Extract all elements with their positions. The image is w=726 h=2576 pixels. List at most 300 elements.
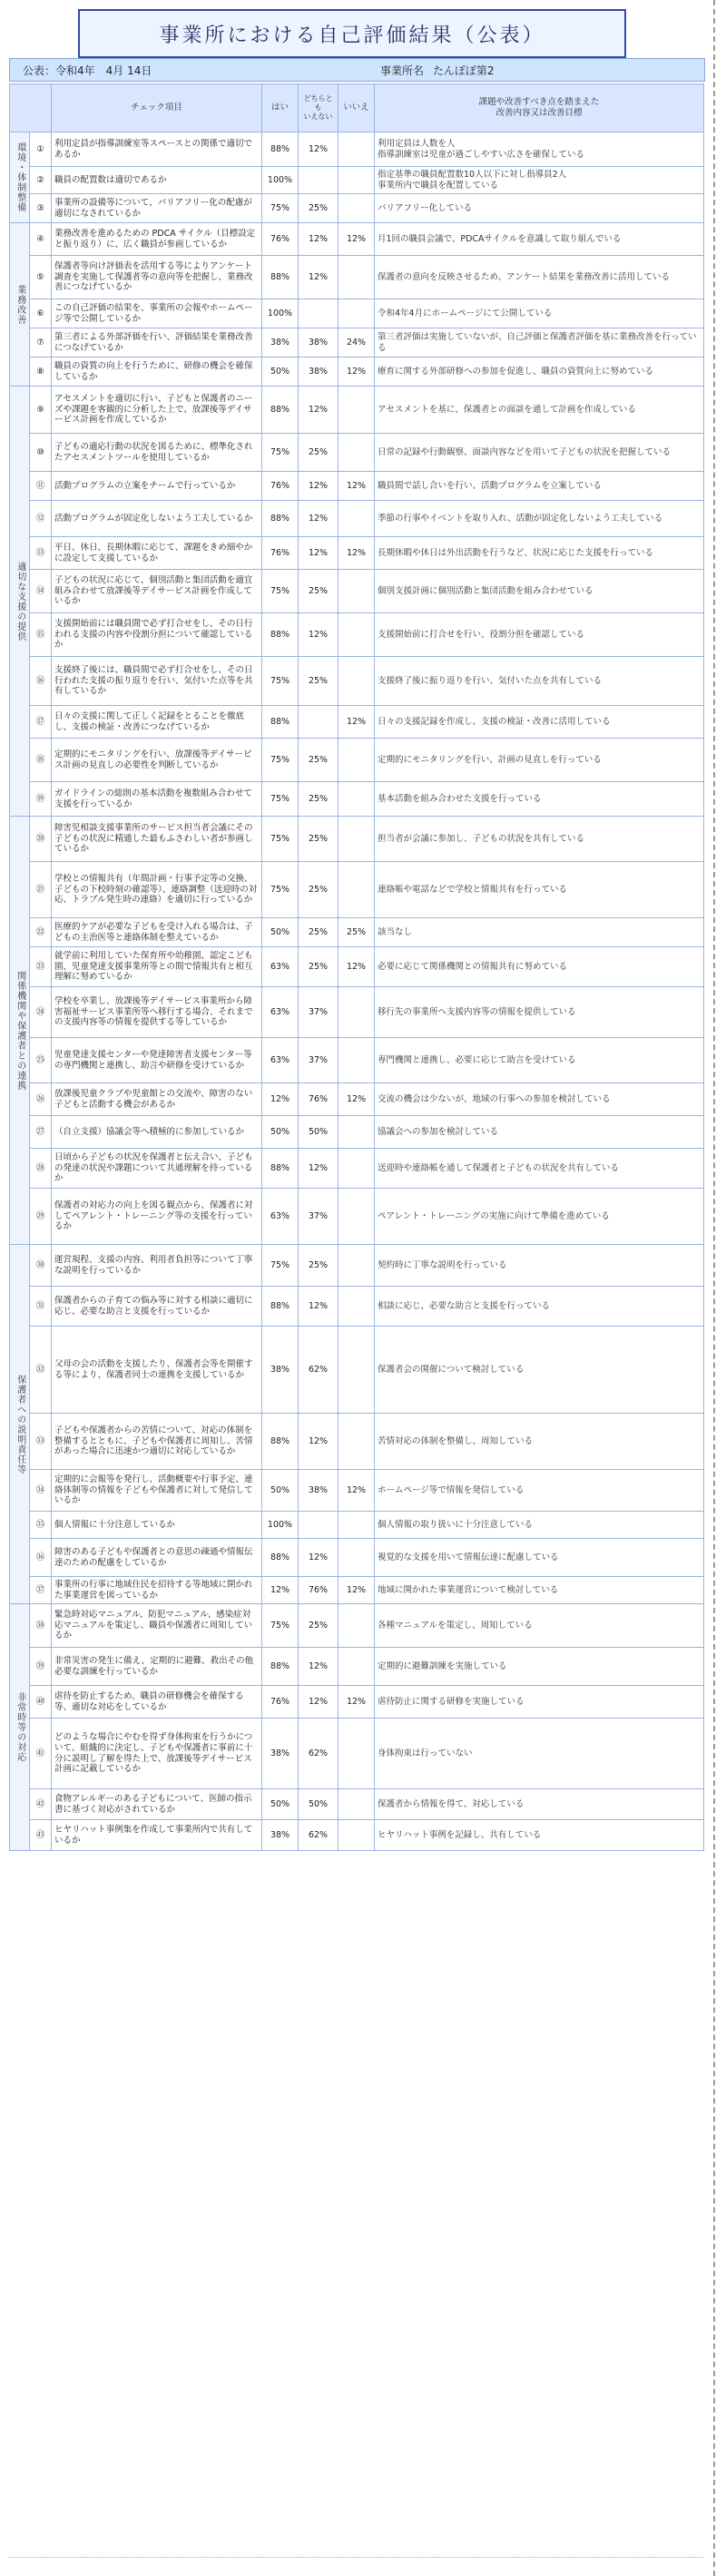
table-row (10, 657, 704, 706)
item-number: ③ (30, 194, 52, 223)
middle-percent: 25% (299, 782, 338, 817)
table-row (10, 358, 704, 387)
table-row (10, 706, 704, 739)
middle-percent: 62% (299, 1719, 338, 1789)
yes-percent: 100% (262, 1512, 299, 1539)
table-row (10, 1287, 704, 1327)
no-percent (338, 1604, 375, 1648)
no-percent (338, 167, 375, 194)
middle-percent: 12% (299, 132, 338, 167)
middle-percent: 38% (299, 328, 338, 358)
yes-percent: 88% (262, 613, 299, 657)
page-break-line (713, 0, 715, 2576)
item-number: ㉘ (30, 1149, 52, 1189)
no-percent (338, 657, 375, 706)
check-item: 虐待を防止するため、職員の研修機会を確保する等、適切な対応をしているか (52, 1686, 262, 1719)
table-row (10, 1604, 704, 1648)
yes-percent: 38% (262, 1327, 299, 1414)
category-cell (10, 387, 30, 817)
table-row (10, 1116, 704, 1149)
check-item: 業務改善を進めるための PDCA サイクル（目標設定と振り返り）に、広く職員が参画しているか (52, 223, 262, 256)
header-middle: どちらとも いえない (299, 84, 338, 132)
item-number: ㊷ (30, 1789, 52, 1820)
item-number: ㉟ (30, 1512, 52, 1539)
item-number: ⑮ (30, 613, 52, 657)
item-number: ⑩ (30, 434, 52, 472)
middle-percent: 38% (299, 358, 338, 387)
check-item: 父母の会の活動を支援したり、保護者会等を開催する等により、保護者同士の連携を支援しているか (52, 1327, 262, 1414)
check-item: 緊急時対応マニュアル、防犯マニュアル、感染症対応マニュアルを策定し、職員や保護者に周知しているか (52, 1604, 262, 1648)
no-percent (338, 1116, 375, 1149)
middle-percent: 62% (299, 1820, 338, 1851)
table-row (10, 987, 704, 1038)
item-number: ⑨ (30, 387, 52, 434)
improvement-note: 月1回の職員会議で、PDCAサイクルを意識して取り組んでいる (375, 223, 704, 256)
middle-percent: 12% (299, 501, 338, 537)
item-number: ㊶ (30, 1719, 52, 1789)
table-row (10, 1083, 704, 1116)
category-cell (10, 223, 30, 387)
check-item: 就学前に利用していた保育所や幼稚園、認定こども園、児童発達支援事業所等との間で情報共有と相互理解に努めているか (52, 947, 262, 987)
category-label: 非常時等の対応 (15, 1692, 25, 1762)
check-item: 個人情報に十分注意しているか (52, 1512, 262, 1539)
improvement-note: 日常の記録や行動観察、面談内容などを用いて子どもの状況を把握している (375, 434, 704, 472)
check-item: 職員の資質の向上を行うために、研修の機会を確保しているか (52, 358, 262, 387)
improvement-note: バリアフリー化している (375, 194, 704, 223)
improvement-note: 保護者会の開催について検討している (375, 1327, 704, 1414)
table-row (10, 1789, 704, 1820)
category-label: 環境・体制整備 (15, 142, 25, 212)
middle-percent: 37% (299, 1038, 338, 1083)
improvement-note: 基本活動を組み合わせた支援を行っている (375, 782, 704, 817)
item-number: ㊵ (30, 1686, 52, 1719)
no-percent: 12% (338, 1686, 375, 1719)
middle-percent: 25% (299, 817, 338, 862)
item-number: ⑲ (30, 782, 52, 817)
yes-percent: 75% (262, 194, 299, 223)
table-row (10, 1149, 704, 1189)
check-item: 障害児相談支援事業所のサービス担当者会議にその子どもの状況に精通した最もふさわしい者が参画しているか (52, 817, 262, 862)
table-row (10, 918, 704, 947)
table-row (10, 1820, 704, 1851)
table-row (10, 1189, 704, 1245)
yes-percent: 100% (262, 167, 299, 194)
improvement-note: 協議会への参加を検討している (375, 1116, 704, 1149)
no-percent (338, 194, 375, 223)
improvement-note: 第三者評価は実施していないが、自己評価と保護者評価を基に業務改善を行っている (375, 328, 704, 358)
no-percent (338, 132, 375, 167)
yes-percent: 75% (262, 862, 299, 918)
middle-percent: 62% (299, 1327, 338, 1414)
item-number: ㉙ (30, 1189, 52, 1245)
no-percent (338, 739, 375, 782)
improvement-note: 保護者の意向を反映させるため、アンケート結果を業務改善に活用している (375, 256, 704, 299)
middle-percent: 25% (299, 434, 338, 472)
table-row (10, 613, 704, 657)
table-row (10, 387, 704, 434)
category-cell (10, 132, 30, 223)
item-number: ⑤ (30, 256, 52, 299)
yes-percent: 88% (262, 1539, 299, 1577)
no-percent (338, 1719, 375, 1789)
yes-percent: 50% (262, 1470, 299, 1512)
item-number: ⑱ (30, 739, 52, 782)
header-blank (10, 84, 52, 132)
yes-percent: 38% (262, 1820, 299, 1851)
item-number: ㊱ (30, 1539, 52, 1577)
no-percent (338, 501, 375, 537)
improvement-note: 専門機関と連携し、必要に応じて助言を受けている (375, 1038, 704, 1083)
middle-percent: 12% (299, 537, 338, 570)
check-item: 日々の支援に関して正しく記録をとることを徹底し、支援の検証・改善につなげているか (52, 706, 262, 739)
check-item: 非常災害の発生に備え、定期的に避難、救出その他必要な訓練を行っているか (52, 1648, 262, 1686)
no-percent (338, 1245, 375, 1287)
improvement-note: 令和4年4月にホームページにて公開している (375, 299, 704, 328)
table-row (10, 1686, 704, 1719)
middle-percent: 50% (299, 1116, 338, 1149)
yes-percent: 50% (262, 1116, 299, 1149)
improvement-note: ホームページ等で情報を発信している (375, 1470, 704, 1512)
item-number: ⑭ (30, 570, 52, 613)
improvement-note: 個人情報の取り扱いに十分注意している (375, 1512, 704, 1539)
check-item: 利用定員が指導訓練室等スペースとの関係で適切であるか (52, 132, 262, 167)
improvement-note: 移行先の事業所へ支援内容等の情報を提供している (375, 987, 704, 1038)
category-cell (10, 1604, 30, 1851)
item-number: ㊲ (30, 1577, 52, 1604)
check-item: 平日、休日、長期休暇に応じて、課題をきめ細やかに設定して支援しているか (52, 537, 262, 570)
middle-percent: 37% (299, 987, 338, 1038)
no-percent (338, 817, 375, 862)
middle-percent (299, 167, 338, 194)
table-row (10, 1245, 704, 1287)
no-percent (338, 1287, 375, 1327)
item-number: ⑳ (30, 817, 52, 862)
evaluation-table (9, 83, 704, 1851)
improvement-note: 身体拘束は行っていない (375, 1719, 704, 1789)
yes-percent: 38% (262, 1719, 299, 1789)
no-percent (338, 1648, 375, 1686)
no-percent (338, 1189, 375, 1245)
middle-percent: 50% (299, 1789, 338, 1820)
item-number: ㊳ (30, 1604, 52, 1648)
item-number: ㉑ (30, 862, 52, 918)
improvement-note: 虐待防止に関する研修を実施している (375, 1686, 704, 1719)
improvement-note: ペアレント・トレーニングの実施に向けて準備を進めている (375, 1189, 704, 1245)
yes-percent: 88% (262, 132, 299, 167)
table-row (10, 1512, 704, 1539)
yes-percent: 75% (262, 782, 299, 817)
footer-line (9, 2557, 703, 2558)
table-row (10, 1414, 704, 1470)
yes-percent: 88% (262, 501, 299, 537)
middle-percent: 25% (299, 918, 338, 947)
middle-percent: 25% (299, 739, 338, 782)
check-item: 医療的ケアが必要な子どもを受け入れる場合は、子どもの主治医等と連絡体制を整えているか (52, 918, 262, 947)
middle-percent: 12% (299, 1539, 338, 1577)
check-item: 子どもの適応行動の状況を図るために、標準化されたアセスメントツールを使用しているか (52, 434, 262, 472)
no-percent (338, 1149, 375, 1189)
yes-percent: 88% (262, 256, 299, 299)
table-row (10, 1038, 704, 1083)
improvement-note: 個別支援計画に個別活動と集団活動を組み合わせている (375, 570, 704, 613)
check-item: 食物アレルギーのある子どもについて、医師の指示書に基づく対応がされているか (52, 1789, 262, 1820)
middle-percent: 12% (299, 613, 338, 657)
category-cell (10, 1245, 30, 1604)
no-percent: 12% (338, 706, 375, 739)
no-percent (338, 434, 375, 472)
improvement-note: 担当者が会議に参加し、子どもの状況を共有している (375, 817, 704, 862)
improvement-note: 療育に関する外部研修への参加を促進し、職員の資質向上に努めている (375, 358, 704, 387)
no-percent (338, 987, 375, 1038)
check-item: 定期的に会報等を発行し、活動概要や行事予定、連絡体制等の情報を子どもや保護者に対して発信しているか (52, 1470, 262, 1512)
item-number: ⑰ (30, 706, 52, 739)
improvement-note: 契約時に丁寧な説明を行っている (375, 1245, 704, 1287)
table-row (10, 472, 704, 501)
middle-percent: 25% (299, 194, 338, 223)
no-percent: 12% (338, 947, 375, 987)
item-number: ㉗ (30, 1116, 52, 1149)
category-label: 関係機関や保護者との連携 (15, 970, 25, 1091)
item-number: ⑪ (30, 472, 52, 501)
yes-percent: 38% (262, 328, 299, 358)
table-row (10, 1470, 704, 1512)
no-percent: 12% (338, 1577, 375, 1604)
office-info (377, 63, 494, 78)
item-number: ㉕ (30, 1038, 52, 1083)
improvement-note: 支援終了後に振り返りを行い、気付いた点を共有している (375, 657, 704, 706)
yes-percent: 50% (262, 358, 299, 387)
improvement-note: 保護者から情報を得て、対応している (375, 1789, 704, 1820)
middle-percent (299, 1512, 338, 1539)
table-row (10, 132, 704, 167)
check-item: 事業所の設備等について、バリアフリー化の配慮が適切になされているか (52, 194, 262, 223)
improvement-note: ヒヤリハット事例を記録し、共有している (375, 1820, 704, 1851)
middle-percent: 76% (299, 1577, 338, 1604)
item-number: ⑬ (30, 537, 52, 570)
check-item: 第三者による外部評価を行い、評価結果を業務改善につなげているか (52, 328, 262, 358)
no-percent (338, 1820, 375, 1851)
category-cell (10, 817, 30, 1245)
yes-percent: 75% (262, 1245, 299, 1287)
title-box (78, 9, 626, 58)
improvement-note: 指定基準の職員配置数10人以下に対し指導員2人 事業所内で職員を配置している (375, 167, 704, 194)
header-note: 課題や改善すべき点を踏まえた 改善内容又は改善目標 (375, 84, 704, 132)
middle-percent: 25% (299, 657, 338, 706)
yes-percent: 63% (262, 1189, 299, 1245)
item-number: ㉖ (30, 1083, 52, 1116)
item-number: ⑯ (30, 657, 52, 706)
check-item: 日頃から子どもの状況を保護者と伝え合い、子どもの発達の状況や課題について共通理解を持っているか (52, 1149, 262, 1189)
no-percent: 25% (338, 918, 375, 947)
item-number: ㉛ (30, 1287, 52, 1327)
table-row (10, 947, 704, 987)
middle-percent: 25% (299, 862, 338, 918)
table-row (10, 167, 704, 194)
no-percent (338, 387, 375, 434)
no-percent (338, 1789, 375, 1820)
check-item: 子どもの状況に応じて、個別活動と集団活動を適宜組み合わせて放課後等デイサービス計画を作成しているか (52, 570, 262, 613)
improvement-note: 該当なし (375, 918, 704, 947)
header-check: チェック項目 (52, 84, 262, 132)
improvement-note: 苦情対応の体制を整備し、周知している (375, 1414, 704, 1470)
category-label: 適切な支援の提供 (15, 561, 25, 642)
table-row (10, 739, 704, 782)
improvement-note: 交流の機会は少ないが、地域の行事への参加を検討している (375, 1083, 704, 1116)
table-row (10, 501, 704, 537)
table-row (10, 223, 704, 256)
table-row (10, 1577, 704, 1604)
header-no: いいえ (338, 84, 375, 132)
improvement-note: 定期的にモニタリングを行い、計画の見直しを行っている (375, 739, 704, 782)
header-yes: はい (262, 84, 299, 132)
item-number: ⑧ (30, 358, 52, 387)
improvement-note: 職員間で話し合いを行い、活動プログラムを立案している (375, 472, 704, 501)
no-percent: 12% (338, 223, 375, 256)
check-item: ヒヤリハット事例集を作成して事業所内で共有しているか (52, 1820, 262, 1851)
yes-percent: 76% (262, 537, 299, 570)
table-row (10, 194, 704, 223)
middle-percent: 12% (299, 256, 338, 299)
no-percent (338, 1512, 375, 1539)
item-number: ① (30, 132, 52, 167)
improvement-note: 送迎時や連絡帳を通して保護者と子どもの状況を共有している (375, 1149, 704, 1189)
no-percent: 24% (338, 328, 375, 358)
no-percent (338, 299, 375, 328)
yes-percent: 88% (262, 1287, 299, 1327)
header-row (10, 84, 704, 132)
no-percent (338, 862, 375, 918)
item-number: ㉒ (30, 918, 52, 947)
item-number: ⑫ (30, 501, 52, 537)
table-row (10, 1719, 704, 1789)
check-item: 児童発達支援センターや発達障害者支援センター等の専門機関と連携し、助言や研修を受けているか (52, 1038, 262, 1083)
item-number: ㊴ (30, 1648, 52, 1686)
check-item: （自立支援）協議会等へ積極的に参加しているか (52, 1116, 262, 1149)
table-row (10, 537, 704, 570)
middle-percent: 12% (299, 1414, 338, 1470)
check-item: 活動プログラムが固定化しないよう工夫しているか (52, 501, 262, 537)
item-number: ㉚ (30, 1245, 52, 1287)
middle-percent: 25% (299, 570, 338, 613)
improvement-note: 視覚的な支援を用いて情報伝達に配慮している (375, 1539, 704, 1577)
check-item: 学校を卒業し、放課後等デイサービス事業所から障害福祉サービス事業所等へ移行する場合、それまでの支援内容等の情報を提供する等しているか (52, 987, 262, 1038)
check-item: 障害のある子どもや保護者との意思の疎通や情報伝達のための配慮をしているか (52, 1539, 262, 1577)
no-percent (338, 613, 375, 657)
item-number: ⑥ (30, 299, 52, 328)
table-row (10, 1648, 704, 1686)
improvement-note: 定期的に避難訓練を実施している (375, 1648, 704, 1686)
yes-percent: 88% (262, 1149, 299, 1189)
no-percent (338, 1038, 375, 1083)
item-number: ㉞ (30, 1470, 52, 1512)
no-percent (338, 1414, 375, 1470)
check-item: 保護者の対応力の向上を図る観点から、保護者に対してペアレント・トレーニング等の支援を行っているか (52, 1189, 262, 1245)
table-row (10, 328, 704, 358)
yes-percent: 88% (262, 1648, 299, 1686)
check-item: どのような場合にやむを得ず身体拘束を行うかについて、組織的に決定し、子どもや保護者に事前に十分に説明し了解を得た上で、放課後等デイサービス計画に記載しているか (52, 1719, 262, 1789)
yes-percent: 88% (262, 1414, 299, 1470)
improvement-note: 地域に開かれた事業運営について検討している (375, 1577, 704, 1604)
publish-date: 公表：令和4年 4月 14日 (23, 64, 152, 77)
meta-bar (9, 58, 705, 82)
table-row (10, 782, 704, 817)
check-item: 支援開始前には職員間で必ず打合せをし、その日行われる支援の内容や役割分担について確認しているか (52, 613, 262, 657)
check-item: 定期的にモニタリングを行い、放課後等デイサービス計画の見直しの必要性を判断しているか (52, 739, 262, 782)
yes-percent: 12% (262, 1083, 299, 1116)
improvement-note: 各種マニュアルを策定し、周知している (375, 1604, 704, 1648)
yes-percent: 75% (262, 570, 299, 613)
middle-percent: 25% (299, 1245, 338, 1287)
middle-percent: 12% (299, 1287, 338, 1327)
no-percent (338, 1327, 375, 1414)
middle-percent (299, 299, 338, 328)
middle-percent: 12% (299, 472, 338, 501)
yes-percent: 88% (262, 706, 299, 739)
item-number: ② (30, 167, 52, 194)
item-number: ㉓ (30, 947, 52, 987)
improvement-note: アセスメントを基に、保護者との面談を通して計画を作成している (375, 387, 704, 434)
office-name: たんぽぽ第2 (432, 64, 495, 77)
no-percent (338, 570, 375, 613)
yes-percent: 75% (262, 739, 299, 782)
middle-percent: 12% (299, 1648, 338, 1686)
middle-percent: 38% (299, 1470, 338, 1512)
no-percent: 12% (338, 358, 375, 387)
yes-percent: 50% (262, 1789, 299, 1820)
no-percent (338, 782, 375, 817)
check-item: 支援終了後には、職員間で必ず打合せをし、その日行われた支援の振り返りを行い、気付いた点等を共有しているか (52, 657, 262, 706)
table-row (10, 570, 704, 613)
item-number: ㉔ (30, 987, 52, 1038)
yes-percent: 75% (262, 817, 299, 862)
yes-percent: 50% (262, 918, 299, 947)
table-row (10, 1539, 704, 1577)
yes-percent: 12% (262, 1577, 299, 1604)
middle-percent: 76% (299, 1083, 338, 1116)
yes-percent: 75% (262, 434, 299, 472)
item-number: ㊸ (30, 1820, 52, 1851)
yes-percent: 75% (262, 657, 299, 706)
middle-percent: 12% (299, 387, 338, 434)
check-item: 職員の配置数は適切であるか (52, 167, 262, 194)
improvement-note: 相談に応じ、必要な助言と支援を行っている (375, 1287, 704, 1327)
yes-percent: 63% (262, 947, 299, 987)
table-row (10, 1327, 704, 1414)
no-percent (338, 1539, 375, 1577)
yes-percent: 76% (262, 472, 299, 501)
yes-percent: 75% (262, 1604, 299, 1648)
check-item: 子どもや保護者からの苦情について、対応の体制を整備するとともに、子どもや保護者に周知し、苦情があった場合に迅速かつ適切に対応しているか (52, 1414, 262, 1470)
no-percent: 12% (338, 472, 375, 501)
item-number: ⑦ (30, 328, 52, 358)
no-percent: 12% (338, 537, 375, 570)
check-item: 保護者等向け評価表を活用する等によりアンケート調査を実施して保護者等の意向等を把握し、業務改善につなげているか (52, 256, 262, 299)
yes-percent: 63% (262, 987, 299, 1038)
check-item: 保護者からの子育ての悩み等に対する相談に適切に応じ、必要な助言と支援を行っているか (52, 1287, 262, 1327)
no-percent: 12% (338, 1470, 375, 1512)
middle-percent: 25% (299, 947, 338, 987)
table-row (10, 862, 704, 918)
no-percent: 12% (338, 1083, 375, 1116)
yes-percent: 88% (262, 387, 299, 434)
improvement-note: 季節の行事やイベントを取り入れ、活動が固定化しないよう工夫している (375, 501, 704, 537)
check-item: 事業所の行事に地域住民を招待する等地域に開かれた事業運営を図っているか (52, 1577, 262, 1604)
check-item: 学校との情報共有（年間計画・行事予定等の交換、子どもの下校時刻の確認等）、連絡調整（送迎時の対応、トラブル発生時の連絡）を適切に行っているか (52, 862, 262, 918)
middle-percent: 12% (299, 1149, 338, 1189)
check-item: 運営規程、支援の内容、利用者負担等について丁寧な説明を行っているか (52, 1245, 262, 1287)
table-row (10, 434, 704, 472)
item-number: ④ (30, 223, 52, 256)
